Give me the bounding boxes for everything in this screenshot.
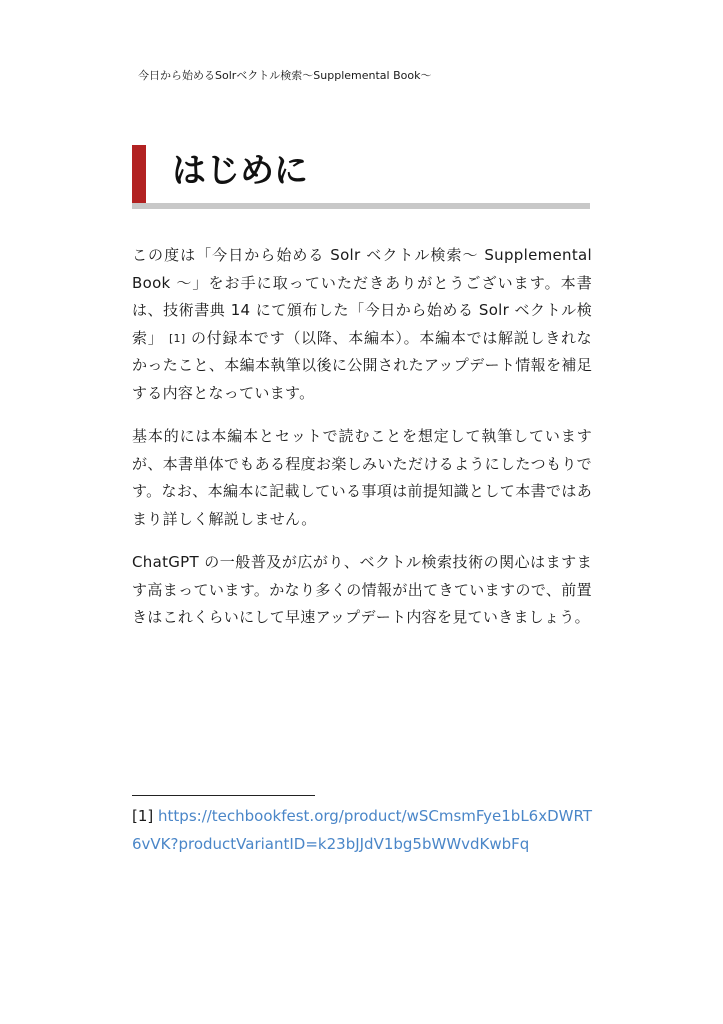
paragraph-intro-text: この度は「今日から始める Solr ベクトル検索〜 Supplemental Book 〜」をお手に取っていただきありがとうございます。本書は、技術書典 14 にて頒布した「今日から始める Solr ベクトル検索」 <box>132 246 592 347</box>
paragraph-closing: ChatGPT の一般普及が広がり、ベクトル検索技術の関心はますます高まっています。かなり多くの情報が出てきていますので、前置きはこれくらいにして早速アップデート内容を見ていきましょう。 <box>132 553 592 626</box>
heading-underline <box>132 203 590 209</box>
footnote-marker: [1] <box>132 807 154 825</box>
footnote-divider <box>132 795 315 796</box>
body-text <box>132 242 592 648</box>
chapter-title: はじめに <box>172 151 308 191</box>
paragraph-reading-guide: 基本的には本編本とセットで読むことを想定して執筆していますが、本書単体でもある程度お楽しみいただけるようにしたつもりです。なお、本編本に記載している事項は前提知識として本書ではあまり詳しく解説しません。 <box>132 427 592 528</box>
footnote-reference[interactable]: [1] <box>168 331 186 345</box>
footnote <box>132 802 592 858</box>
paragraph-intro <box>132 242 592 407</box>
heading-accent-bar <box>132 145 146 209</box>
paragraph-intro-text-continued: の付録本です（以降、本編本）。本編本では解説しきれなかったこと、本編本執筆以後に公開されたアップデート情報を補足する内容となっています。 <box>132 328 592 402</box>
chapter-heading <box>132 145 590 209</box>
footnote-link[interactable]: https://techbookfest.org/product/wSCmsmFye1bL6xDWRT6vVK?productVariantID=k23bJJdV1bg5bWWvdKwbFq <box>132 807 592 853</box>
running-header: 今日から始めるSolrベクトル検索〜Supplemental Book〜 <box>138 69 432 82</box>
